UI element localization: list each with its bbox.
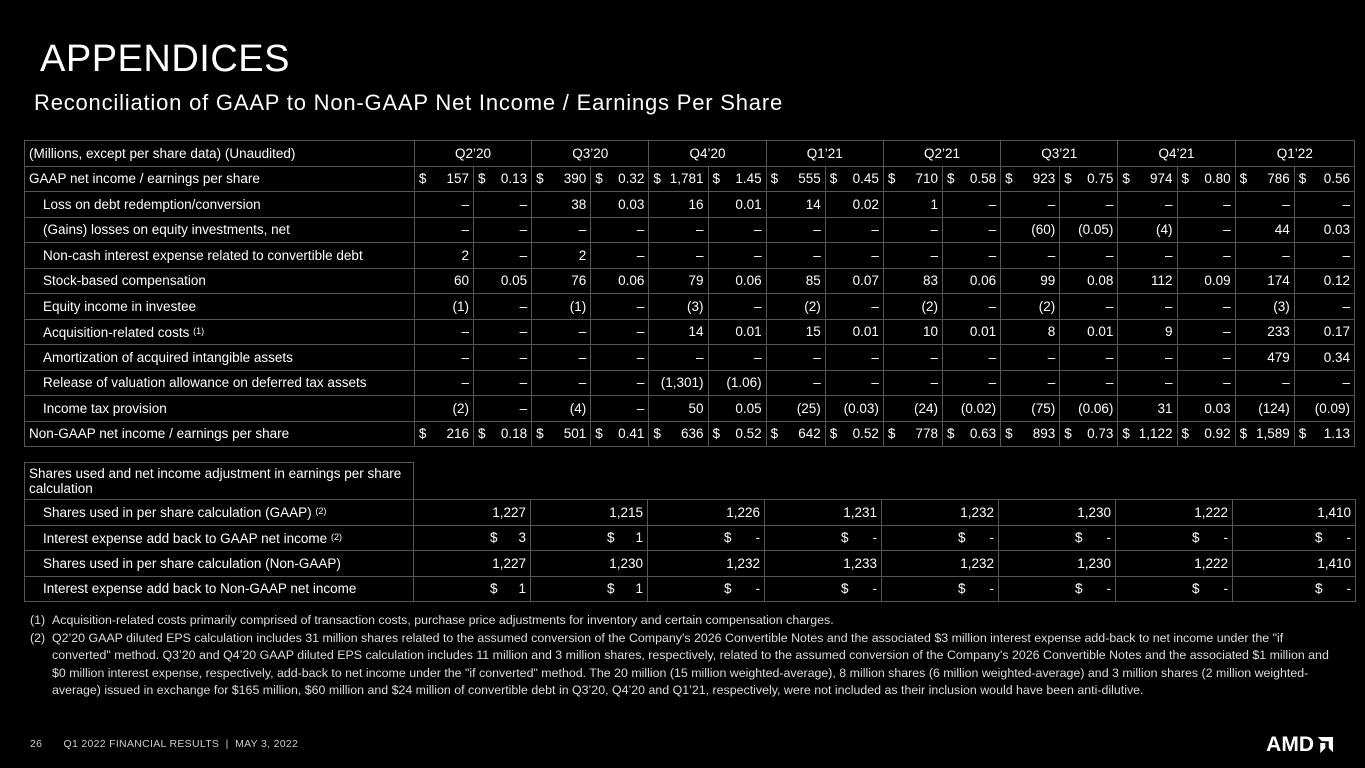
table-cell: 99: [1001, 268, 1060, 294]
table-cell: $ 786: [1235, 166, 1294, 192]
table-cell: –: [1001, 243, 1060, 269]
table-cell: $ 1.13: [1294, 421, 1354, 447]
table-cell: –: [474, 345, 532, 371]
table-cell: –: [414, 217, 473, 243]
table-cell: $ 0.18: [474, 421, 532, 447]
table-cell: (3): [649, 294, 708, 320]
table-cell: –: [943, 294, 1001, 320]
table-cell: –: [825, 345, 883, 371]
table-cell: $ 1,589: [1235, 421, 1294, 447]
table-cell: $ -: [999, 525, 1116, 551]
table-cell: $ 0.92: [1177, 421, 1235, 447]
table-cell: (0.05): [1060, 217, 1118, 243]
table-cell: (25): [766, 396, 825, 422]
table-row: [25, 576, 1356, 602]
table-cell: –: [1060, 370, 1118, 396]
table-cell: $ 1,781: [649, 166, 708, 192]
table-cell: 0.06: [943, 268, 1001, 294]
table-cell: –: [1294, 192, 1354, 218]
table-cell: –: [708, 243, 766, 269]
table-cell: $ 1.45: [708, 166, 766, 192]
table-cell: $ -: [1116, 576, 1233, 602]
table-cell: $ 0.52: [708, 421, 766, 447]
table-cell: 76: [532, 268, 591, 294]
footer: [30, 738, 298, 750]
table-cell: 0.01: [825, 319, 883, 345]
table-cell: $ -: [1233, 525, 1356, 551]
quarter-header: Q2’21: [883, 141, 1000, 167]
table-cell: $ -: [882, 525, 999, 551]
table-cell: –: [708, 294, 766, 320]
table-cell: 50: [649, 396, 708, 422]
table-cell: –: [1060, 192, 1118, 218]
table-cell: 0.05: [474, 268, 532, 294]
table-cell: (0.06): [1060, 396, 1118, 422]
table-cell: –: [532, 370, 591, 396]
row-label: Shares used in per share calculation (GAAP) $^{(2)}$: [25, 500, 414, 526]
footnote-2: (2) Q2’20 GAAP diluted EPS calculation includes 31 million shares related to the assumed conversion of the Company's 2026 Convertible Notes and the associated $3 million interest expense add-back to net income under the "if converted" method. Q3’20 and Q4’20 GAAP diluted EPS calculation includes 11 million and 3 million shares, respectively, related to the assumed conversion of the Company's 2026 Convertible Notes and the associated $1 million and $0 million interest expense, respectively, add-back to net income under the "if converted" method. The 20 million (15 million weighted-average), 8 million shares (6 million weighted-average) and 3 million shares (2 million weighted-average) issued in exchange for $165 million, $60 million and $24 million of convertible debt in Q3’20, Q4’20 and Q1’21, respectively, were not included as their inclusion would have been anti-dilutive.: [30, 630, 1329, 697]
table-cell: 0.06: [591, 268, 649, 294]
table-cell: –: [1235, 243, 1294, 269]
table-cell: $ 923: [1001, 166, 1060, 192]
table-cell: 1,230: [531, 551, 648, 577]
table-cell: (24): [883, 396, 942, 422]
table-cell: $ 1,122: [1118, 421, 1177, 447]
table-cell: –: [414, 345, 473, 371]
table-cell: –: [943, 217, 1001, 243]
page-subtitle: Reconciliation of GAAP to Non-GAAP Net Income / Earnings Per Share: [34, 90, 784, 115]
page-title: APPENDICES: [40, 38, 290, 80]
table-cell: $ -: [999, 576, 1116, 602]
table-row: [25, 192, 1355, 218]
table-row: [25, 217, 1355, 243]
table-cell: 0.09: [1177, 268, 1235, 294]
table-cell: $ 778: [883, 421, 942, 447]
table-cell: 38: [532, 192, 591, 218]
table-cell: (0.02): [943, 396, 1001, 422]
table-cell: 0.01: [943, 319, 1001, 345]
table-cell: –: [766, 217, 825, 243]
table-cell: (1,301): [649, 370, 708, 396]
table-cell: 0.01: [1060, 319, 1118, 345]
table-cell: –: [1235, 370, 1294, 396]
table-cell: 2: [414, 243, 473, 269]
table-cell: $ 1: [414, 576, 531, 602]
table-cell: $ 0.63: [943, 421, 1001, 447]
table-cell: –: [883, 217, 942, 243]
table-cell: (1): [414, 294, 473, 320]
table-cell: –: [1118, 370, 1177, 396]
table-cell: 83: [883, 268, 942, 294]
table-row: [25, 525, 1356, 551]
table-cell: 1,226: [648, 500, 765, 526]
table-cell: $ 0.80: [1177, 166, 1235, 192]
table-cell: –: [708, 345, 766, 371]
table-cell: –: [474, 396, 532, 422]
table-cell: –: [825, 243, 883, 269]
table-cell: –: [943, 192, 1001, 218]
table-cell: 10: [883, 319, 942, 345]
table-cell: 1,233: [765, 551, 882, 577]
table-cell: –: [1177, 243, 1235, 269]
footer-text: Q1 2022 FINANCIAL RESULTS | MAY 3, 2022: [63, 738, 299, 750]
table-row: [25, 370, 1355, 396]
table-cell: $ -: [1116, 525, 1233, 551]
table-cell: –: [1118, 192, 1177, 218]
table-cell: –: [1294, 243, 1354, 269]
table-cell: 14: [649, 319, 708, 345]
row-label: Stock-based compensation: [25, 268, 415, 294]
quarter-header: Q4’21: [1118, 141, 1235, 167]
table-cell: –: [474, 294, 532, 320]
table-cell: –: [414, 319, 473, 345]
table-row: [25, 396, 1355, 422]
table-cell: –: [474, 319, 532, 345]
row-label: Equity income in investee: [25, 294, 415, 320]
table-cell: 479: [1235, 345, 1294, 371]
table-cell: 1,410: [1233, 551, 1356, 577]
table-cell: –: [591, 319, 649, 345]
table-cell: $ 555: [766, 166, 825, 192]
table-cell: $ 501: [532, 421, 591, 447]
table-cell: 1,222: [1116, 551, 1233, 577]
table-cell: $ 0.32: [591, 166, 649, 192]
table-cell: –: [1060, 345, 1118, 371]
table-cell: 0.03: [1177, 396, 1235, 422]
table-cell: –: [474, 370, 532, 396]
quarter-header: Q1’21: [766, 141, 883, 167]
table-cell: 112: [1118, 268, 1177, 294]
table-cell: 0.08: [1060, 268, 1118, 294]
table-cell: –: [1060, 243, 1118, 269]
header-label: Shares used and net income adjustment in earnings per share calculation: [25, 463, 414, 500]
table-cell: 0.01: [708, 192, 766, 218]
table-row: [25, 243, 1355, 269]
table-row: [25, 345, 1355, 371]
table-cell: –: [883, 243, 942, 269]
table-cell: 0.05: [708, 396, 766, 422]
table-cell: 79: [649, 268, 708, 294]
table-row: [25, 500, 1356, 526]
amd-arrow-icon: [1316, 737, 1333, 754]
reconciliation-table: [24, 140, 1355, 447]
table-cell: –: [532, 345, 591, 371]
table-cell: $ 0.13: [474, 166, 532, 192]
table-cell: 0.03: [591, 192, 649, 218]
table-cell: 31: [1118, 396, 1177, 422]
table-cell: 0.17: [1294, 319, 1354, 345]
table-cell: –: [708, 217, 766, 243]
row-label: Shares used in per share calculation (Non-GAAP): [25, 551, 414, 577]
row-label: Loss on debt redemption/conversion: [25, 192, 415, 218]
row-label: Income tax provision: [25, 396, 415, 422]
table-cell: 174: [1235, 268, 1294, 294]
table-cell: 0.03: [1294, 217, 1354, 243]
table-cell: –: [1177, 319, 1235, 345]
header-label: (Millions, except per share data) (Unaudited): [25, 141, 415, 167]
table-cell: –: [649, 217, 708, 243]
table-cell: –: [943, 345, 1001, 371]
table-row: [25, 166, 1355, 192]
table-cell: 2: [532, 243, 591, 269]
table-cell: 0.07: [825, 268, 883, 294]
table-cell: $ -: [882, 576, 999, 602]
table-cell: –: [1177, 345, 1235, 371]
table-cell: –: [532, 319, 591, 345]
table-cell: $ 0.52: [825, 421, 883, 447]
table-cell: 1,227: [414, 551, 531, 577]
page-number: 26: [30, 738, 43, 750]
table-cell: $ -: [1233, 576, 1356, 602]
table-cell: $ 710: [883, 166, 942, 192]
table-cell: –: [766, 370, 825, 396]
table-cell: –: [825, 294, 883, 320]
table-header-row: [25, 141, 1355, 167]
table-cell: –: [1001, 370, 1060, 396]
table-cell: $ -: [648, 576, 765, 602]
table-cell: –: [825, 370, 883, 396]
table-cell: –: [414, 370, 473, 396]
table-cell: 9: [1118, 319, 1177, 345]
table-cell: $ 390: [532, 166, 591, 192]
table-cell: 1,232: [882, 500, 999, 526]
table-cell: –: [1294, 370, 1354, 396]
table-cell: –: [825, 217, 883, 243]
table-cell: –: [883, 370, 942, 396]
table-cell: –: [591, 370, 649, 396]
table-cell: 0.34: [1294, 345, 1354, 371]
table-row: [25, 421, 1355, 447]
table-cell: –: [1294, 294, 1354, 320]
row-label: Interest expense add back to Non-GAAP net income: [25, 576, 414, 602]
row-label: Amortization of acquired intangible assets: [25, 345, 415, 371]
table-cell: 0.02: [825, 192, 883, 218]
table-cell: 1,230: [999, 500, 1116, 526]
table-cell: –: [1177, 217, 1235, 243]
table-cell: 0.06: [708, 268, 766, 294]
table-cell: –: [1001, 345, 1060, 371]
table-row: [25, 319, 1355, 345]
table-cell: $ 636: [649, 421, 708, 447]
table-cell: (4): [1118, 217, 1177, 243]
table-cell: $ 0.75: [1060, 166, 1118, 192]
table-cell: $ -: [765, 576, 882, 602]
table-cell: 85: [766, 268, 825, 294]
table-cell: $ 0.73: [1060, 421, 1118, 447]
row-label: GAAP net income / earnings per share: [25, 166, 415, 192]
quarter-header: Q3’21: [1001, 141, 1118, 167]
table-cell: –: [532, 217, 591, 243]
table-cell: 14: [766, 192, 825, 218]
footnotes: [30, 612, 1340, 700]
table-cell: (60): [1001, 217, 1060, 243]
table-cell: (0.03): [825, 396, 883, 422]
table-cell: 1,227: [414, 500, 531, 526]
table-cell: –: [766, 345, 825, 371]
table-cell: (75): [1001, 396, 1060, 422]
table-cell: $ 0.45: [825, 166, 883, 192]
table-cell: –: [414, 192, 473, 218]
table-cell: –: [591, 294, 649, 320]
table-cell: –: [943, 370, 1001, 396]
table-cell: –: [1177, 370, 1235, 396]
table-cell: $ -: [765, 525, 882, 551]
quarter-header: Q3’20: [532, 141, 649, 167]
shares-table: [24, 462, 1356, 602]
table-cell: 0.01: [708, 319, 766, 345]
table-cell: $ 157: [414, 166, 473, 192]
table-cell: 8: [1001, 319, 1060, 345]
table-cell: (2): [1001, 294, 1060, 320]
footnote-1: (1) Acquisition-related costs primarily comprised of transaction costs, purchase price adjustments for inventory and certain compensation charges.: [30, 613, 834, 627]
table-cell: 1,232: [882, 551, 999, 577]
table-cell: –: [1118, 345, 1177, 371]
table-cell: 1,222: [1116, 500, 1233, 526]
table-cell: 1,230: [999, 551, 1116, 577]
row-label: Release of valuation allowance on deferred tax assets: [25, 370, 415, 396]
table-cell: (3): [1235, 294, 1294, 320]
table-cell: (1): [532, 294, 591, 320]
table-cell: $ 3: [414, 525, 531, 551]
table-row: [25, 294, 1355, 320]
row-label: Non-GAAP net income / earnings per share: [25, 421, 415, 447]
table-cell: 1,231: [765, 500, 882, 526]
table-cell: (2): [414, 396, 473, 422]
row-label: Non-cash interest expense related to convertible debt: [25, 243, 415, 269]
table-cell: $ 893: [1001, 421, 1060, 447]
table-cell: 0.12: [1294, 268, 1354, 294]
table-cell: –: [1060, 294, 1118, 320]
table-cell: (2): [883, 294, 942, 320]
table-cell: –: [474, 192, 532, 218]
table-cell: 1,215: [531, 500, 648, 526]
table-cell: (124): [1235, 396, 1294, 422]
table-cell: 44: [1235, 217, 1294, 243]
table-cell: (2): [766, 294, 825, 320]
amd-logo: AMD: [1266, 733, 1333, 757]
table-cell: $ 974: [1118, 166, 1177, 192]
quarter-header: Q4’20: [649, 141, 766, 167]
table-cell: –: [1118, 243, 1177, 269]
row-label: Acquisition-related costs $^{(1)}$: [25, 319, 415, 345]
table-cell: –: [1235, 192, 1294, 218]
table-cell: –: [943, 243, 1001, 269]
table-cell: 15: [766, 319, 825, 345]
table-cell: 16: [649, 192, 708, 218]
table-cell: $ 1: [531, 525, 648, 551]
row-label: Interest expense add back to GAAP net income $^{(2)}$: [25, 525, 414, 551]
table-cell: –: [1118, 294, 1177, 320]
table-cell: $ 216: [414, 421, 473, 447]
table-cell: –: [591, 345, 649, 371]
table-row: [25, 268, 1355, 294]
table-header-row: [25, 463, 1356, 500]
table-cell: 1: [883, 192, 942, 218]
table-cell: $ 1: [531, 576, 648, 602]
table-cell: 1,232: [648, 551, 765, 577]
table-cell: 233: [1235, 319, 1294, 345]
row-label: (Gains) losses on equity investments, net: [25, 217, 415, 243]
table-cell: $ 0.41: [591, 421, 649, 447]
table-cell: –: [649, 243, 708, 269]
table-cell: –: [591, 217, 649, 243]
table-row: [25, 551, 1356, 577]
table-cell: (4): [532, 396, 591, 422]
table-cell: –: [1177, 192, 1235, 218]
table-cell: –: [1001, 192, 1060, 218]
table-cell: –: [883, 345, 942, 371]
table-cell: $ 0.56: [1294, 166, 1354, 192]
table-cell: 1,410: [1233, 500, 1356, 526]
table-cell: –: [591, 396, 649, 422]
quarter-header: Q2’20: [414, 141, 531, 167]
table-cell: 60: [414, 268, 473, 294]
table-cell: –: [1177, 294, 1235, 320]
quarter-header: Q1’22: [1235, 141, 1354, 167]
table-cell: $ 642: [766, 421, 825, 447]
table-cell: –: [766, 243, 825, 269]
table-cell: –: [591, 243, 649, 269]
table-cell: (0.09): [1294, 396, 1354, 422]
table-cell: –: [649, 345, 708, 371]
table-cell: $ -: [648, 525, 765, 551]
table-cell: (1.06): [708, 370, 766, 396]
table-cell: –: [474, 217, 532, 243]
table-cell: $ 0.58: [943, 166, 1001, 192]
table-cell: –: [474, 243, 532, 269]
